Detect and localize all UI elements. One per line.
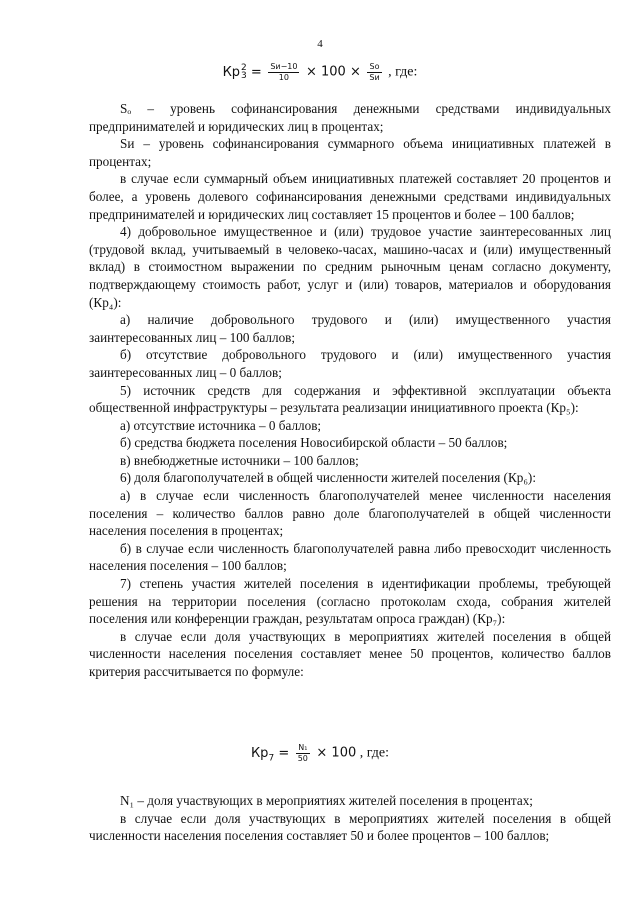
body-text — [89, 100, 611, 681]
formula-lhs: Кр 2 3 = — [222, 63, 262, 82]
paragraph: Sₒ – уровень софинансирования денежными средствами индивидуальных предпринимателей и юридических лиц в процентах; — [89, 101, 611, 134]
paragraph: в) внебюджетные источники – 100 баллов; — [120, 452, 359, 468]
paragraph: 4) добровольное имущественное и (или) трудовое участие заинтересованных лиц (трудовой вклад, учитываемый в человеко-часах, машино-часах и (или) имущественный вклад) в стоимостном выражении по средним рыночным ценам согласно документу, подтверждающему стоимость работ, услуг и (или) товаров, материалов и оборудования (Кр₄): — [89, 224, 611, 310]
paragraph: в случае если доля участвующих в мероприятиях жителей поселения в общей численности населения поселения составляет 50 и более процентов – 100 баллов; — [89, 810, 611, 844]
paragraph: 6) доля благополучателей в общей численности жителей поселения (Кр₆): — [120, 470, 536, 486]
fraction-2: $\frac{So}{Sи}$ — [369, 62, 380, 82]
paragraph: 7) степень участия жителей поселения в идентификации проблемы, требующей решения на территории поселения (согласно протоколам схода, собрания жителей поселения или конференции граждан, результатам опроса граждан) (Кр₇): — [89, 576, 611, 627]
formula2-lhs: $Кр_7$ = — [250, 745, 290, 764]
page-number: 4 — [317, 38, 323, 50]
paragraph-group-a — [89, 100, 611, 681]
formula-kr3: Кр 2 3 = $\frac{Sи-10}{10}$ × 100 × $\frac{So}{Sи}$ , где: — [222, 62, 418, 82]
paragraph: N₁ – доля участвующих в мероприятиях жителей поселения в процентах; — [120, 793, 533, 808]
paragraph: б) отсутствие добровольного трудового и (или) имущественного участия заинтересованных лиц – 0 баллов; — [89, 347, 611, 380]
formula-kr7: $Кр_7$ = $\frac{\text{N₁}}{50}$ × 100 , где: — [250, 743, 390, 764]
paragraph: а) отсутствие источника – 0 баллов; — [120, 417, 322, 433]
paragraph: а) в случае если численность благополучателей менее численности населения поселения – количество баллов равно доле благополучателей в общей численности населения поселения в процентах; — [89, 488, 611, 539]
paragraph: а) наличие добровольного трудового и (или) имущественного участия заинтересованных лиц – 100 баллов; — [89, 312, 611, 345]
paragraph: б) средства бюджета поселения Новосибирской области – 50 баллов; — [120, 435, 508, 451]
paragraph-group-b — [89, 792, 611, 845]
paragraph: Sи – уровень софинансирования суммарного объема инициативных платежей в процентах; — [89, 136, 611, 169]
fraction-3: $\frac{\text{N₁}}{50}$ — [297, 743, 308, 763]
fraction-1: $\frac{Sи-10}{10}$ — [270, 62, 298, 82]
body-text-2 — [89, 792, 611, 845]
paragraph: в случае если суммарный объем инициативных платежей составляет 20 процентов и более, а уровень долевого софинансирования денежными средствами индивидуальных предпринимателей и юридических лиц составляет 15 процентов и более – 100 баллов; — [89, 171, 611, 222]
paragraph: б) в случае если численность благополучателей равна либо превосходит численность населения поселения – 100 баллов; — [89, 540, 611, 574]
paragraph: 5) источник средств для содержания и эффективной эксплуатации объекта общественной инфраструктуры – результата реализации инициативного проекта (Кр₅): — [89, 382, 611, 416]
paragraph: в случае если доля участвующих в мероприятиях жителей поселения в общей численности населения поселения составляет менее 50 процентов, количество баллов критерия рассчитывается по формуле: — [89, 628, 611, 679]
